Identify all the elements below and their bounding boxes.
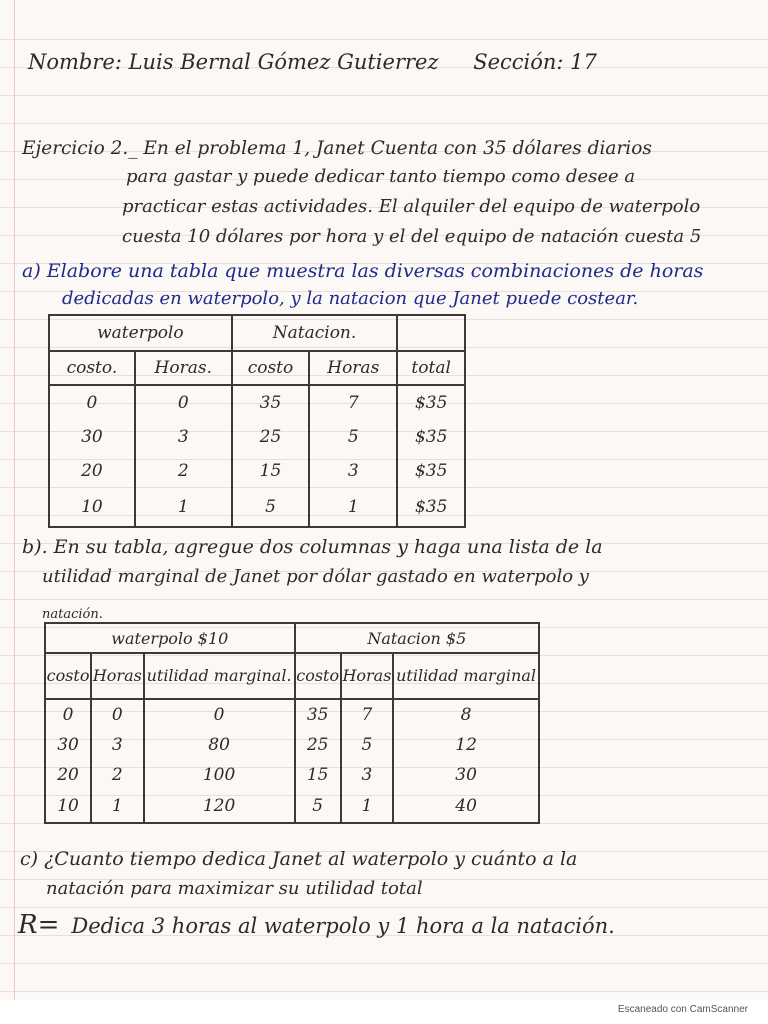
table-cell: 5: [309, 420, 397, 454]
table-b: [44, 622, 540, 824]
table-cell: 3: [309, 454, 397, 488]
table-a-col-total: total: [397, 351, 465, 385]
table-cell: 5: [341, 730, 393, 760]
table-cell: 1: [135, 488, 232, 527]
name-line: [28, 52, 597, 73]
table-a-group-waterpolo: waterpolo: [49, 315, 232, 351]
page-margin-line: [14, 0, 15, 1000]
table-cell: 5: [295, 790, 341, 823]
camscanner-watermark: Escaneado con CamScanner: [617, 1004, 748, 1015]
exercise-line-4: cuesta 10 dólares por hora y el del equipo de natación cuesta 5: [122, 226, 702, 247]
table-cell: 2: [91, 760, 143, 790]
table-a-header-row: [49, 351, 465, 385]
table-a-group-natacion: Natacion.: [232, 315, 398, 351]
table-a-group-header-row: [49, 315, 465, 351]
table-cell: 1: [91, 790, 143, 823]
table-cell: 7: [341, 699, 393, 730]
table-b-group-waterpolo: waterpolo $10: [45, 623, 295, 653]
question-a-line-2: dedicadas en waterpolo, y la natacion que Janet puede costear.: [62, 288, 639, 309]
exercise-line-1: Ejercicio 2._ En el problema 1, Janet Cuenta con 35 dólares diarios: [22, 138, 652, 159]
table-cell: 10: [49, 488, 135, 527]
table-cell: $35: [397, 454, 465, 488]
table-row: [49, 385, 465, 420]
table-cell: 1: [341, 790, 393, 823]
table-cell: $35: [397, 385, 465, 420]
table-cell: 30: [45, 730, 91, 760]
table-cell: 2: [135, 454, 232, 488]
table-row: [45, 730, 539, 760]
student-name: Nombre: Luis Bernal Gómez Gutierrez: [28, 50, 439, 74]
table-a-col-horas-n: Horas: [309, 351, 397, 385]
table-cell: 3: [341, 760, 393, 790]
answer-text: Dedica 3 horas al waterpolo y 1 hora a la natación.: [71, 914, 615, 938]
question-b-line-1: b). En su tabla, agregue dos columnas y haga una lista de la: [22, 536, 603, 558]
table-cell: 0: [45, 699, 91, 730]
answer-line: [18, 912, 615, 938]
table-b-col-horas-n: Horas: [341, 653, 393, 699]
table-cell: 3: [135, 420, 232, 454]
table-cell: 0: [144, 699, 295, 730]
table-cell: 20: [49, 454, 135, 488]
table-cell: 120: [144, 790, 295, 823]
table-cell: 80: [144, 730, 295, 760]
question-a-line-1: a) Elabore una tabla que muestra las diversas combinaciones de horas: [22, 260, 704, 282]
table-a-col-costo-w: costo.: [49, 351, 135, 385]
table-a: [48, 314, 466, 528]
table-cell: 12: [393, 730, 539, 760]
table-cell: 0: [91, 699, 143, 730]
table-row: [49, 420, 465, 454]
table-cell: 100: [144, 760, 295, 790]
table-cell: $35: [397, 420, 465, 454]
table-cell: 0: [135, 385, 232, 420]
table-cell: 8: [393, 699, 539, 730]
table-b-col-horas-w: Horas: [91, 653, 143, 699]
table-cell: 40: [393, 790, 539, 823]
table-cell: 0: [49, 385, 135, 420]
table-row: [49, 488, 465, 527]
table-cell: 1: [309, 488, 397, 527]
table-cell: 25: [295, 730, 341, 760]
table-b-col-utilidad-n: utilidad marginal: [393, 653, 539, 699]
table-a-col-costo-n: costo: [232, 351, 310, 385]
table-cell: 20: [45, 760, 91, 790]
table-cell: 7: [309, 385, 397, 420]
question-b-line-2: utilidad marginal de Janet por dólar gastado en waterpolo y: [42, 566, 589, 587]
table-b-group-header-row: [45, 623, 539, 653]
question-c-line-1: c) ¿Cuanto tiempo dedica Janet al waterpolo y cuánto a la: [20, 848, 578, 870]
table-cell: $35: [397, 488, 465, 527]
table-cell: 5: [232, 488, 310, 527]
table-cell: 30: [49, 420, 135, 454]
question-b-line-3: natación.: [42, 607, 103, 622]
exercise-line-2: para gastar y puede dedicar tanto tiempo como desee a: [126, 166, 636, 187]
table-b-col-costo-n: costo: [295, 653, 341, 699]
table-row: [49, 454, 465, 488]
table-cell: 15: [295, 760, 341, 790]
table-cell: 35: [295, 699, 341, 730]
table-cell: 30: [393, 760, 539, 790]
table-cell: 10: [45, 790, 91, 823]
table-row: [45, 699, 539, 730]
table-row: [45, 760, 539, 790]
table-b-col-utilidad-w: utilidad marginal.: [144, 653, 295, 699]
table-b-header-row: [45, 653, 539, 699]
table-cell: 25: [232, 420, 310, 454]
table-cell: 3: [91, 730, 143, 760]
table-row: [45, 790, 539, 823]
table-a-col-horas-w: Horas.: [135, 351, 232, 385]
table-b-group-natacion: Natacion $5: [295, 623, 539, 653]
exercise-line-3: practicar estas actividades. El alquiler del equipo de waterpolo: [122, 196, 701, 217]
section-label: Sección: 17: [473, 50, 597, 74]
question-c-line-2: natación para maximizar su utilidad total: [46, 878, 423, 899]
table-cell: 35: [232, 385, 310, 420]
table-a-group-total: [397, 315, 465, 351]
table-cell: 15: [232, 454, 310, 488]
answer-label: R=: [18, 910, 60, 940]
table-b-col-costo-w: costo: [45, 653, 91, 699]
